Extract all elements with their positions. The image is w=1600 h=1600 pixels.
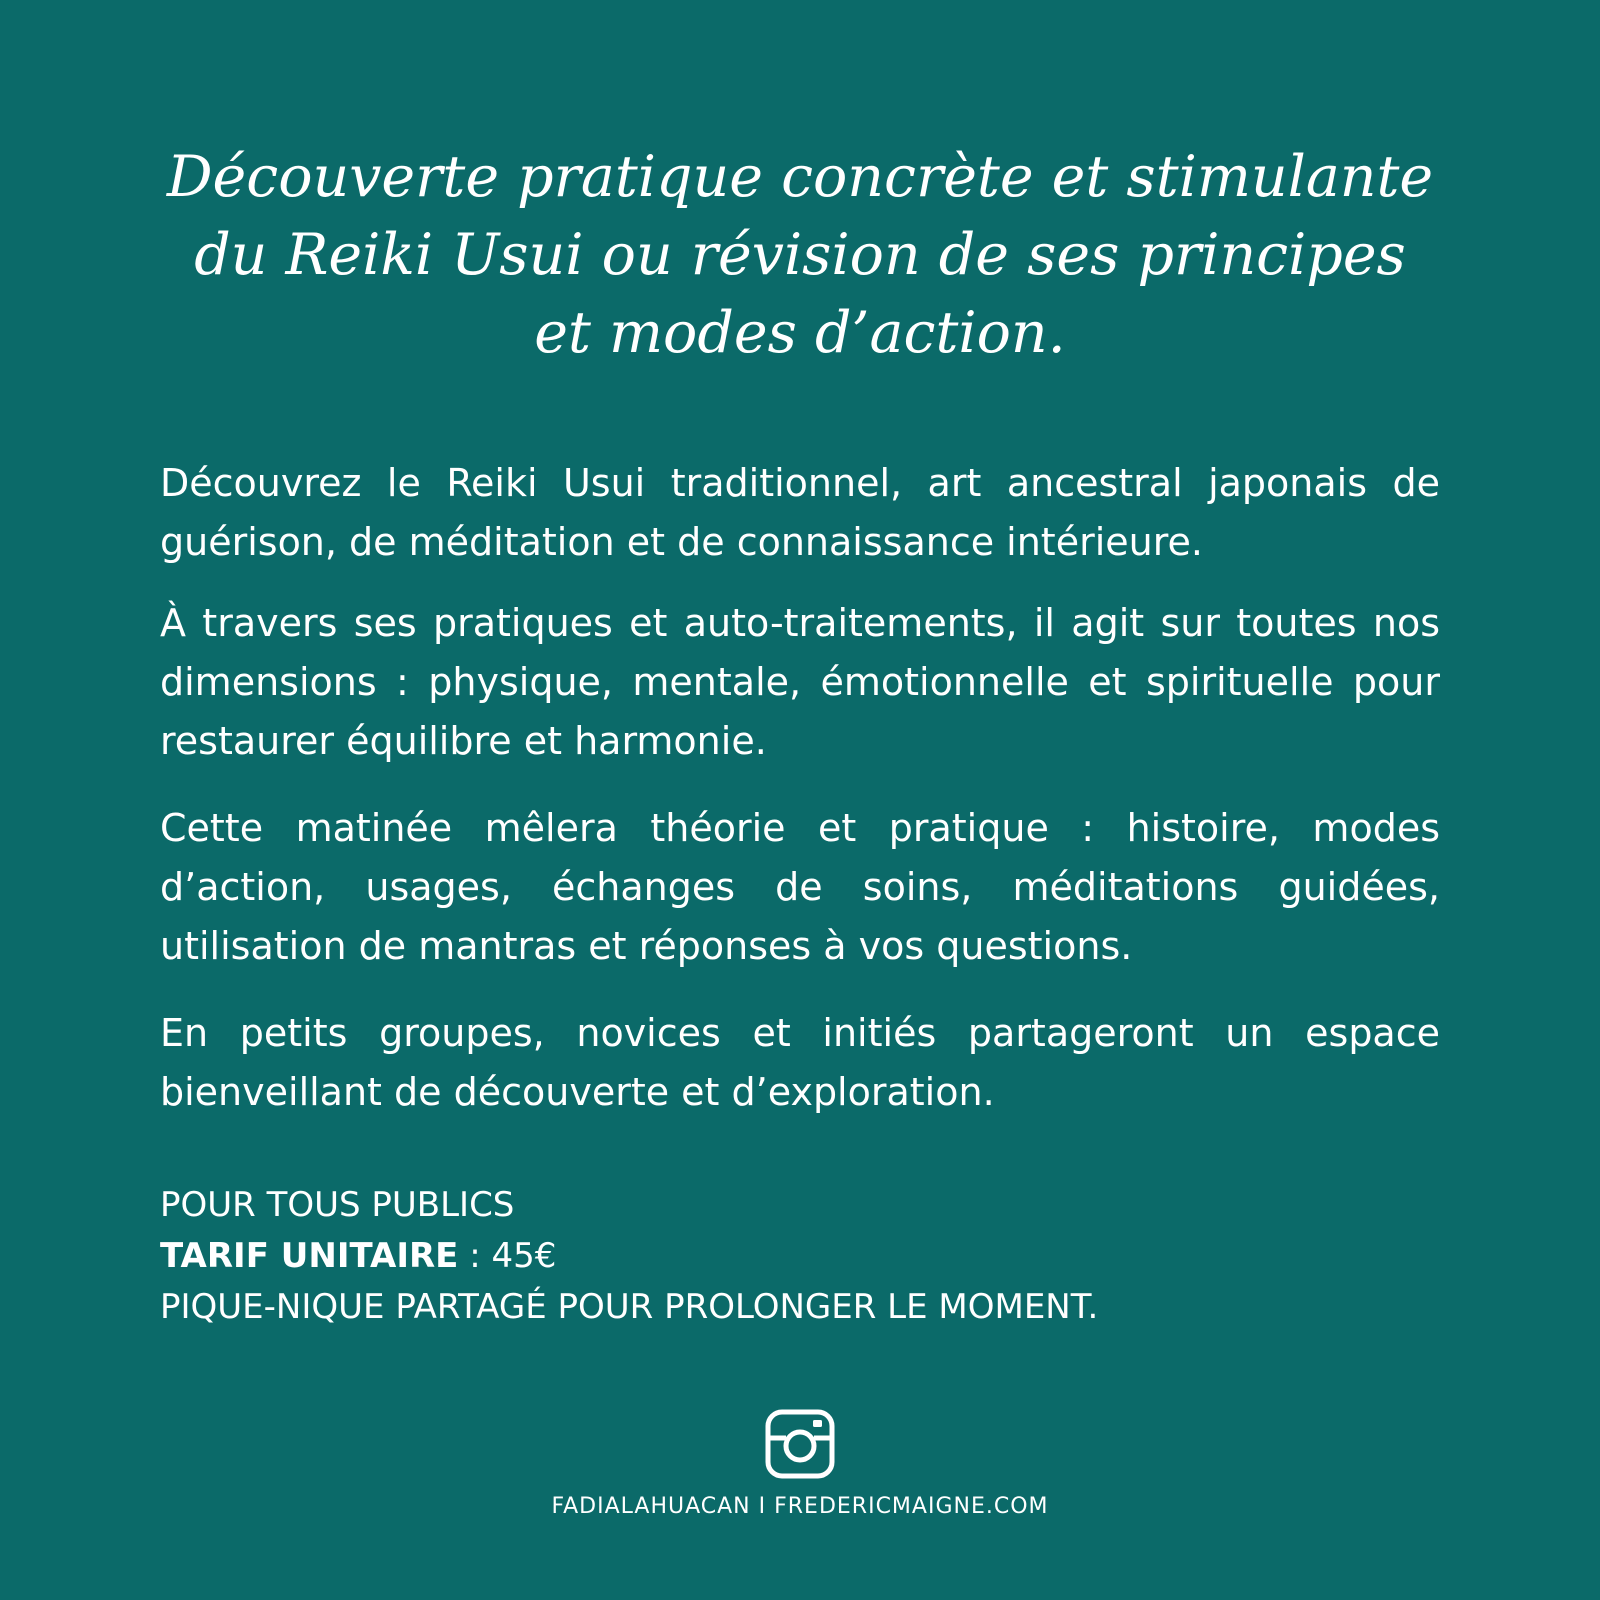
event-info [160,1180,1440,1333]
paragraph-intro: Découvrez le Reiki Usui traditionnel, art ancestral japonais de guérison, de méditation et de connaissance intérieure. [160,461,1440,564]
paragraph-program: Cette matinée mêlera théorie et pratique : histoire, modes d’action, usages, échanges de soins, méditations guidées, utilisation de mantras et réponses à vos questions. [160,806,1440,968]
headline-line-3: et modes d’action. [534,300,1066,366]
instagram-icon[interactable] [764,1408,836,1480]
instagram-icon-graphic [764,1408,836,1480]
headline [160,138,1440,372]
description [160,454,1440,1147]
headline-line-1: Découverte pratique concrète et stimulante [166,144,1434,210]
price-label: TARIF UNITAIRE [160,1236,459,1276]
footer-text: FADIALAHUACAN I FREDERICMAIGNE.COM [551,1494,1049,1519]
paragraph-groups: En petits groupes, novices et initiés partageront un espace bienveillant de découverte et d’exploration. [160,1011,1440,1114]
paragraph-dimensions: À travers ses pratiques et auto-traitements, il agit sur toutes nos dimensions : physique, mentale, émotionnelle et spirituelle pour restaurer équilibre et harmonie. [160,601,1440,763]
price-value: : 45€ [458,1236,557,1276]
headline-line-2: du Reiki Usui ou révision de ses principes [194,222,1406,288]
audience-text: POUR TOUS PUBLICS [160,1185,515,1225]
picnic-text: PIQUE-NIQUE PARTAGÉ POUR PROLONGER LE MOMENT. [160,1287,1099,1327]
price-line [160,1231,1440,1282]
